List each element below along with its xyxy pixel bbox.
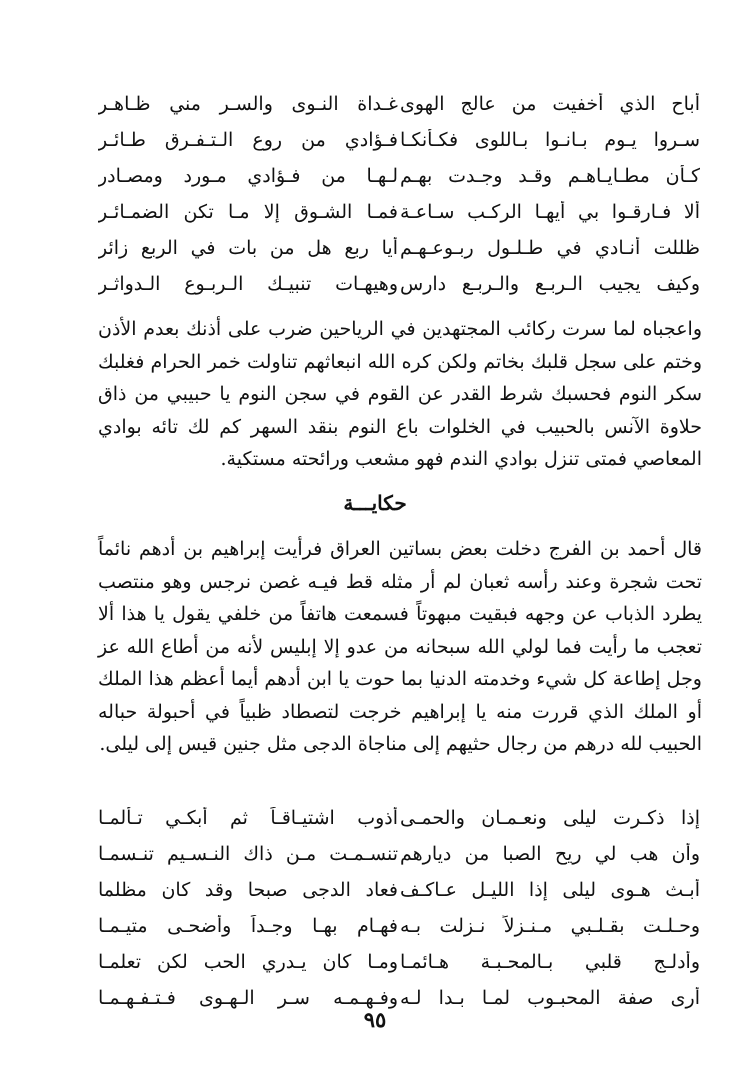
verse-second-hemistich: لـهـا من فـؤادي مـورد ومصـادر [98,164,398,187]
verse-second-hemistich: تنسـمـت مـن ذاك النـسـيم تنـسمـا [98,842,398,865]
verse-first-hemistich: وحـلـت بقـلـبي مـنـزلاً نـزلت بـه [400,914,700,937]
verse-row [98,232,700,263]
verse-first-hemistich: كـأن مطـايـاهـم وقـد وجـدت بهـم [400,164,700,187]
verse-second-hemistich: وهيهـات تنبيـك الـربـوع الـدواثـر [98,272,398,295]
section-heading: حكايـــة [343,491,407,515]
verse-second-hemistich: غـداة النـوى والسـر مني ظـاهـر [98,92,398,115]
verse-first-hemistich: ظللت أنـادي في طـلـول ربـوعـهـم [400,236,700,259]
verse-second-hemistich: فمـا الشـوق إلا مـا تكن الضمـائـر [98,200,398,223]
verse-second-hemistich: أذوب اشتيـاقـاً ثم أبكـي تـألمـا [98,806,398,829]
page-number: ٩٥ [363,1007,387,1032]
poem-two [98,803,700,1012]
verse-row [98,196,700,227]
verse-first-hemistich: أرى صفة المحبـوب لمـا بـدا لـه [400,986,700,1009]
verse-row [98,160,700,191]
verse-row [98,124,700,155]
verse-second-hemistich: فعاد الدجى صبحا وقد كان مظلما [98,878,398,901]
verse-row [98,88,700,119]
verse-second-hemistich: فـؤادي من روع الـتـفـرق طـائـر [98,128,398,151]
verse-second-hemistich: فهـام بهـا وجـداً وأضحـى متيـمـا [98,914,398,937]
verse-first-hemistich: سـروا يـوم بـانـوا بـاللوى فكـأنكـا [400,128,700,151]
verse-first-hemistich: ألا فـارقـوا بي أيهـا الركـب سـاعـة [400,200,700,223]
verse-first-hemistich: إذا ذكـرت ليلى ونعـمـان والحمـى [400,806,700,829]
verse-row [98,875,700,904]
verse-first-hemistich: أباح الذي أخفيت من عالج الهوى [400,92,700,115]
verse-first-hemistich: وأن هب لي ريح الصبا من ديارهم [400,842,700,865]
verse-first-hemistich: أبـث هـوى ليلى إذا الليـل عـاكـف [400,878,700,901]
poem-one [98,88,700,299]
verse-row [98,803,700,832]
verse-row [98,947,700,976]
verse-first-hemistich: وكيف يجيب الـربـع والـربـع دارس [400,272,700,295]
paragraph-one: واعجباه لما سرت ركائب المجتهدين في الرياحين ضرب على أذنك بعدم الأذن وختم على سجل قلبك بخاتم ولكن كره الله انبعاثهم تناولت خمر الحرام فغلبك سكر النوم فحسبك شرط القدر عن القوم في سجن النوم يا حبيبي من ذاق حلاوة الآنس بالحبيب في الخلوات باع النوم بنقد السهر كم لك تائه بوادي المعاصي فمتى تنزل بوادي الندم فهو مشعب ورائحته مستكية. [98,318,702,471]
verse-second-hemistich: أيا ربع هل من بات في الربع زائر [98,236,398,259]
verse-row [98,911,700,940]
verse-row [98,839,700,868]
verse-second-hemistich: ومـا كان يـدري الحب لكن تعلمـا [98,950,398,973]
paragraph-two: قال أحمد بن الفرج دخلت بعض بساتين العراق فرأيت إبراهيم بن أدهم نائماً تحت شجرة وعند رأسه ثعبان لم أر مثله قط فيـه غصن نرجس وهو منتصب يطرد الذباب عن وجهه فبقيت مبهوتاً فسمعت هاتفاً من خلفي يقول يا هذا ألا تعجب ما رأيت فما لولي الله سبحانه من عدو إلا إبليس لأنه من أطاع الله عز وجل إطاعة كل شيء وخدمته الدنيا بما حوت يا ابن أدهم أيما أعظم هذا الملك أو الملك الذي قررت منه يا إبراهيم خرجت لتصطاد ظبياً في أحبولة حباله الحبيب لله درهم من رجال حثيهم إلى مناجاة الدجى مثل جنين قيس إلى ليلى. [98,538,702,755]
verse-row [98,268,700,299]
verse-second-hemistich: وفـهـمـه سـر الـهـوى فـتـفـهـمـا [98,986,398,1009]
verse-first-hemistich: وأدلـج قلبي بـالمحـبـة هـائمـا [400,950,700,973]
